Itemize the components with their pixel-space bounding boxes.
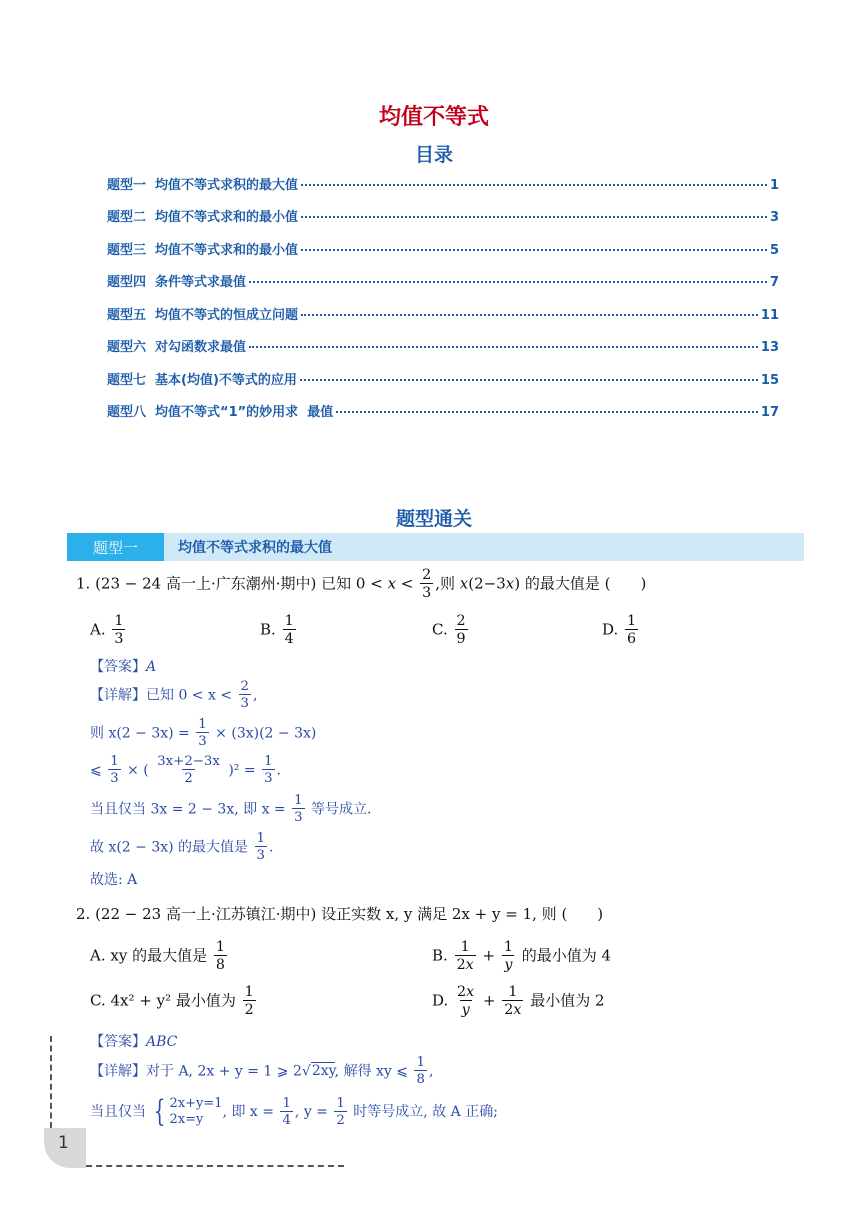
q1-option-a[interactable]: A. $\frac{1}{3}$ — [90, 613, 124, 648]
toc-item[interactable]: 题型七 基本(均值)不等式的应用 15 — [107, 373, 779, 388]
q1-detail-line-2: 则 x(2 − 3x) = $\frac{1}{3}$ × (3x)(2 − 3x) — [90, 717, 317, 750]
q2-detail-line-1: 【详解】对于 A, 2x + y = 1 ⩾ 2√2xy, 解得 xy ⩽ $\frac{1}{8}$ , — [90, 1055, 434, 1088]
toc-page: 3 — [769, 210, 779, 225]
toc-page: 5 — [769, 243, 779, 258]
q1-detail-line-1: 【详解】已知 0 < x < $\frac{2}{3}$ , — [90, 679, 258, 712]
q1-answer: 【答案】A — [90, 659, 157, 675]
q2-option-d[interactable]: D. $\frac{2x}{y}$ + $\frac{1}{2x}$ 最小值为 2 — [432, 984, 605, 1019]
page-border-dashed-horizontal — [86, 1165, 344, 1167]
toc-page: 1 — [769, 178, 779, 193]
q2-answer: 【答案】ABC — [90, 1034, 178, 1050]
question-2-stem: 2. (22 − 23 高一上·江苏镇江·期中) 设正实数 x, y 满足 2x + y = 1, 则 ( ) — [76, 905, 604, 923]
q1-detail-line-5: 故 x(2 − 3x) 的最大值是 $\frac{1}{3}$ . — [90, 831, 274, 864]
toc-page: 13 — [760, 340, 779, 355]
banner-tag: 题型一 — [67, 533, 164, 561]
toc-page: 17 — [760, 405, 779, 420]
toc-page: 11 — [760, 308, 779, 323]
q1-detail-line-3: ⩽ $\frac{1}{3}$ × ( $\frac{3x+2-3x}{2}$ )² = $\frac{1}{3}$ . — [90, 754, 281, 787]
q2-option-c[interactable]: C. 4x² + y² 最小值为 $\frac{1}{2}$ — [90, 984, 254, 1019]
question-type-banner — [67, 533, 804, 561]
toc-item[interactable]: 题型四 条件等式求最值 7 — [107, 275, 779, 290]
toc-item[interactable]: 题型八 均值不等式“1”的妙用求 最值 17 — [107, 405, 779, 420]
toc-page: 15 — [760, 373, 779, 388]
toc-page: 7 — [769, 275, 779, 290]
document-title: 均值不等式 — [378, 105, 489, 130]
section-title: 题型通关 — [395, 508, 472, 530]
q1-option-d[interactable]: D. $\frac{1}{6}$ — [602, 613, 637, 648]
page-number: 1 — [58, 1133, 69, 1153]
q2-detail-line-2: 当且仅当 { 2x+y=1 2x=y , 即 x = $\frac{1}{4}$ , y = $\frac{1}{2}$ 时等号成立, 故 A 正确; — [90, 1094, 498, 1129]
page-border-dashed-vertical — [50, 1036, 52, 1128]
toc-item[interactable]: 题型三 均值不等式求和的最小值 5 — [107, 243, 779, 258]
toc-item[interactable]: 题型二 均值不等式求和的最小值 3 — [107, 210, 779, 225]
q1-option-c[interactable]: C. $\frac{2}{9}$ — [432, 613, 466, 648]
question-1-stem: 1. (23 − 24 高一上·广东潮州·期中) 已知 0 < x < $\frac{2}{3}$ ,则 x(2−3x) 的最大值是 ( ) — [76, 567, 647, 602]
toc-item[interactable]: 题型六 对勾函数求最值 13 — [107, 340, 779, 355]
q1-option-b[interactable]: B. $\frac{1}{4}$ — [260, 613, 294, 648]
q2-option-a[interactable]: A. xy 的最大值是 $\frac{1}{8}$ — [90, 939, 225, 974]
q1-detail-line-4: 当且仅当 3x = 2 − 3x, 即 x = $\frac{1}{3}$ 等号成立. — [90, 793, 372, 826]
q1-detail-line-6: 故选: A — [90, 872, 138, 888]
q2-option-b[interactable]: B. $\frac{1}{2x}$ + $\frac{1}{y}$ 的最小值为 4 — [432, 939, 611, 974]
toc-item[interactable]: 题型一 均值不等式求积的最大值 1 — [107, 178, 779, 193]
toc-title: 目录 — [414, 144, 453, 166]
toc-item[interactable]: 题型五 均值不等式的恒成立问题 11 — [107, 308, 779, 323]
banner-text: 均值不等式求积的最大值 — [178, 540, 332, 556]
